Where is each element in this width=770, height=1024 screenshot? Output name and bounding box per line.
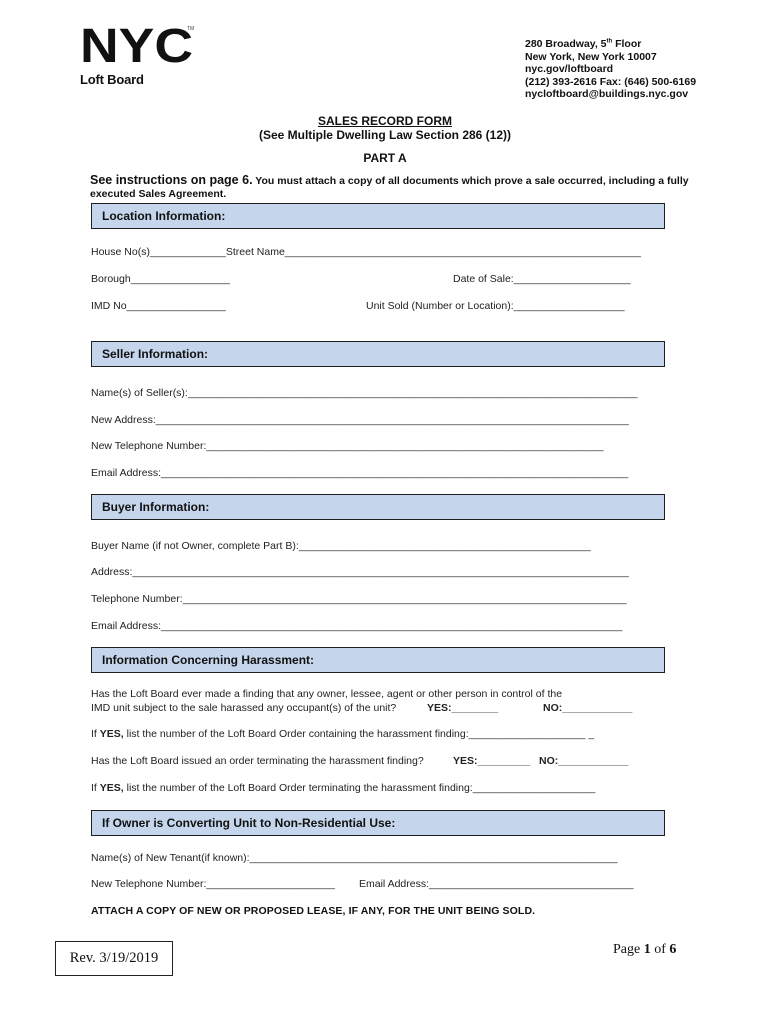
- instructions: See instructions on page 6. You must attach a copy of all documents which prove a sale occurred, including a fully executed Sales Agreement.: [90, 173, 689, 200]
- part-label: PART A: [363, 151, 407, 165]
- harassment-order-number-field[interactable]: If YES, list the number of the Loft Board Order containing the harassment finding:____________________ _: [91, 728, 595, 740]
- page-number: Page 1 of 6: [613, 942, 677, 957]
- law-reference: (See Multiple Dwelling Law Section 286 (12)): [258, 128, 512, 142]
- imd-no-field[interactable]: IMD No_________________: [91, 300, 226, 312]
- form-title: SALES RECORD FORM: [317, 114, 452, 128]
- nyc-logo: [80, 27, 195, 63]
- email-link[interactable]: nycloftboard@buildings.nyc.gov: [525, 88, 689, 101]
- buyer-email-field[interactable]: Email Address:_______________________________________________________________________________: [91, 620, 623, 632]
- harassment-q3-yes-field[interactable]: YES:_________: [453, 755, 531, 767]
- unit-sold-field[interactable]: Unit Sold (Number or Location):___________________: [366, 300, 625, 312]
- buyer-telephone-field[interactable]: Telephone Number:____________________________________________________________________________: [91, 593, 627, 605]
- nyc-logo-text: NYC: [80, 27, 193, 63]
- harassment-question-1-line-2: IMD unit subject to the sale harassed any occupant(s) of the unit?: [91, 702, 397, 714]
- seller-new-telephone-field[interactable]: New Telephone Number:____________________________________________________________________: [91, 440, 604, 452]
- seller-new-address-field[interactable]: New Address:_________________________________________________________________________________: [91, 414, 629, 426]
- harassment-question-3: Has the Loft Board issued an order terminating the harassment finding?: [91, 755, 424, 767]
- harassment-question-1-line-1: Has the Loft Board ever made a finding that any owner, lessee, agent or other person in control of the: [91, 688, 563, 700]
- section-header-conversion: If Owner is Converting Unit to Non-Residential Use:: [91, 810, 665, 836]
- seller-names-field[interactable]: Name(s) of Seller(s):_____________________________________________________________________________: [91, 387, 638, 399]
- phone-fax: (212) 393-2616 Fax: (646) 500-6169: [525, 75, 697, 88]
- buyer-address-field[interactable]: Address:_____________________________________________________________________________________: [91, 566, 629, 578]
- buyer-name-field[interactable]: Buyer Name (if not Owner, complete Part B):__________________________________________________: [91, 540, 591, 552]
- harassment-q3-no-field[interactable]: NO:____________: [539, 755, 629, 767]
- harassment-q1-no-field[interactable]: NO:____________: [543, 702, 633, 714]
- trademark-mark: TM: [187, 26, 195, 32]
- agency-name: Loft Board: [80, 72, 144, 87]
- new-tenant-telephone-field[interactable]: New Telephone Number:______________________: [91, 878, 335, 890]
- date-of-sale-field[interactable]: Date of Sale:____________________: [453, 273, 631, 285]
- new-tenant-email-field[interactable]: Email Address:___________________________________: [359, 878, 634, 890]
- attach-lease-note: ATTACH A COPY OF NEW OR PROPOSED LEASE, IF ANY, FOR THE UNIT BEING SOLD.: [91, 905, 536, 917]
- revision-box: Rev. 3/19/2019: [55, 941, 173, 976]
- house-street-field[interactable]: House No(s)_____________Street Name_____________________________________________________________: [91, 246, 642, 258]
- section-header-buyer: Buyer Information:: [91, 494, 665, 520]
- harassment-q1-yes-field[interactable]: YES:________: [427, 702, 499, 714]
- agency-address: [525, 38, 696, 101]
- section-header-location: Location Information:: [91, 203, 665, 229]
- address-line-2: New York, New York 10007: [525, 50, 657, 63]
- section-header-seller: Seller Information:: [91, 341, 665, 367]
- termination-order-number-field[interactable]: If YES, list the number of the Loft Board Order terminating the harassment finding:_____________________: [91, 782, 596, 794]
- seller-email-field[interactable]: Email Address:________________________________________________________________________________: [91, 467, 629, 479]
- website-link[interactable]: nyc.gov/loftboard: [525, 63, 614, 76]
- section-header-harassment: Information Concerning Harassment:: [91, 647, 665, 673]
- new-tenant-names-field[interactable]: Name(s) of New Tenant(if known):_______________________________________________________________: [91, 852, 618, 864]
- address-line-1: 280 Broadway, 5th Floor: [525, 38, 642, 50]
- borough-field[interactable]: Borough_________________: [91, 273, 230, 285]
